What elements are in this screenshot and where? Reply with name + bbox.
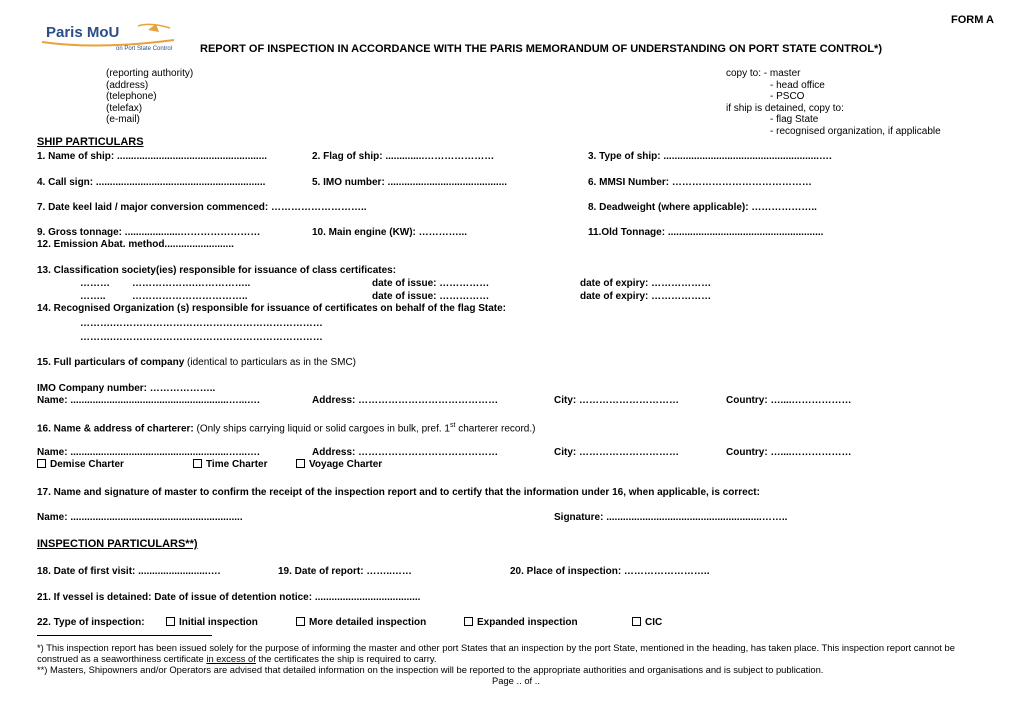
class-date-of-issue[interactable]: date of issue: …………… — [372, 278, 490, 289]
class-society-dots[interactable]: …….. — [80, 291, 106, 302]
field-imo-company-number[interactable]: IMO Company number: ……………….. — [37, 383, 216, 394]
charterer-country-field[interactable]: Country: …....……………… — [726, 447, 852, 458]
footnote-1-part-c: the certificates the ship is required to carry. — [255, 653, 437, 664]
charterer-note-a: (Only ships carrying liquid or solid cargoes in bulk, pref. 1 — [193, 423, 450, 435]
field-mmsi-number[interactable]: 6. MMSI Number: …………………………………… — [588, 177, 812, 188]
field-flag-of-ship[interactable]: 2. Flag of ship: ..............………………… — [312, 151, 495, 162]
field-date-first-visit[interactable]: 18. Date of first visit: .........................…. — [37, 566, 221, 577]
charterer-note-b: charterer record.) — [455, 423, 536, 435]
class-society-name[interactable]: ……………….…………….. — [132, 278, 251, 289]
field-classification-society: 13. Classification society(ies) responsible for issuance of class certificates: — [37, 265, 397, 276]
field-master-confirmation: 17. Name and signature of master to confirm the receipt of the inspection report and to certify that the information under 16, when applicable, is correct: — [37, 487, 760, 498]
field-charterer — [37, 422, 535, 434]
company-label: 15. Full particulars of company — [37, 357, 185, 368]
class-society-dots[interactable]: ……… — [80, 278, 110, 289]
checkbox-icon[interactable] — [37, 459, 46, 468]
charterer-label: 16. Name & address of charterer: — [37, 423, 194, 435]
checkbox-icon[interactable] — [632, 617, 641, 626]
charter-label: Demise Charter — [50, 459, 124, 470]
company-name-field[interactable]: Name: .........................................................…...…. — [37, 395, 260, 406]
charterer-name-field[interactable]: Name: .........................................................…...…. — [37, 447, 260, 458]
charterer-address-field[interactable]: Address: …………………………………… — [312, 447, 499, 458]
class-date-of-expiry[interactable]: date of expiry: ……………… — [580, 291, 712, 302]
copy-to-line: - head office — [770, 79, 825, 91]
charter-time[interactable] — [193, 459, 268, 470]
checkbox-icon[interactable] — [296, 459, 305, 468]
field-old-tonnage[interactable]: 11.Old Tonnage: ........................................................ — [588, 227, 824, 238]
inspection-type-label: More detailed inspection — [309, 617, 427, 628]
checkbox-icon[interactable] — [166, 617, 175, 626]
copy-to-line: - flag State — [770, 114, 819, 125]
authority-line: (e-mail) — [106, 114, 140, 125]
company-country-field[interactable]: Country: …....……………… — [726, 395, 852, 406]
footnote-2: **) Masters, Shipowners and/or Operators are advised that detailed information on the inspection will be reported to the appropriate authorities and organisations and is subject to publication. — [37, 664, 824, 675]
charterer-city-field[interactable]: City: ………………………… — [554, 447, 679, 458]
field-date-keel-laid[interactable]: 7. Date keel laid / major conversion commenced: ……………………….. — [37, 202, 367, 213]
field-company-particulars — [37, 357, 356, 368]
copy-to-line: - PSCO — [770, 91, 805, 102]
field-imo-number[interactable]: 5. IMO number: ........................................... — [312, 177, 508, 188]
checkbox-icon[interactable] — [296, 617, 305, 626]
checkbox-icon[interactable] — [193, 459, 202, 468]
footnote-1-cont — [37, 653, 437, 664]
field-call-sign[interactable]: 4. Call sign: ............................................................. — [37, 177, 266, 188]
charter-label: Time Charter — [206, 459, 268, 470]
copy-to-line: copy to: - master — [726, 68, 801, 79]
company-address-field[interactable]: Address: …………………………………… — [312, 395, 499, 406]
footnote-1-part-a: construed as a seaworthiness certificate — [37, 653, 207, 664]
inspection-type-label: Expanded inspection — [477, 617, 578, 628]
master-name-field[interactable]: Name: .............................................................. — [37, 512, 243, 523]
class-date-of-issue[interactable]: date of issue: …………… — [372, 291, 490, 302]
authority-block — [106, 68, 193, 126]
class-society-name[interactable]: …………………………….. — [132, 291, 248, 302]
inspection-more-detailed[interactable] — [296, 617, 426, 628]
inspection-type-label: CIC — [645, 617, 663, 628]
report-title: REPORT OF INSPECTION IN ACCORDANCE WITH THE PARIS MEMORANDUM OF UNDERSTANDING ON PORT STATE CONTROL*) — [200, 43, 882, 55]
inspection-expanded[interactable] — [464, 617, 578, 628]
field-date-of-report[interactable]: 19. Date of report: ……..…… — [278, 566, 412, 577]
inspection-particulars-heading: INSPECTION PARTICULARS**) — [37, 538, 198, 550]
copy-to-line: if ship is detained, copy to: — [726, 102, 844, 114]
inspection-cic[interactable] — [632, 617, 662, 628]
master-signature-field[interactable]: Signature: ........................................................…….. — [554, 512, 788, 523]
logo-subtitle: on Port State Control — [116, 46, 173, 52]
field-place-of-inspection[interactable]: 20. Place of inspection: …………………….. — [510, 566, 710, 577]
footnote-1-part-b: in excess of — [206, 653, 256, 664]
charterer-note-sup: st — [449, 422, 456, 429]
form-label: FORM A — [951, 14, 994, 26]
inspection-initial[interactable] — [166, 617, 258, 628]
company-note: (identical to particulars as in the SMC) — [184, 357, 356, 368]
page-number: Page .. of .. — [492, 675, 540, 686]
paris-mou-logo — [38, 20, 178, 56]
authority-line: (reporting authority) — [106, 68, 194, 79]
company-city-field[interactable]: City: ………………………… — [554, 395, 679, 406]
field-detention-notice[interactable]: 21. If vessel is detained: Date of issue of detention notice: ...................................... — [37, 592, 421, 603]
field-name-of-ship[interactable]: 1. Name of ship: ...................................................... — [37, 151, 268, 162]
footnote-1: *) This inspection report has been issued solely for the purpose of informing the master and other port States that an inspection by the port State, mentioned in the heading, has taken place. This inspection report cannot be — [37, 642, 955, 653]
field-emission-abat[interactable]: 12. Emission Abat. method......................... — [37, 239, 234, 250]
authority-line: (telefax) — [106, 102, 143, 114]
copy-to-block — [726, 68, 941, 137]
copy-to-line: - recognised organization, if applicable — [770, 125, 941, 137]
charter-voyage[interactable] — [296, 459, 382, 470]
field-recognised-organization: 14. Recognised Organization (s) responsible for issuance of certificates on behalf of the flag State: — [37, 303, 506, 314]
field-gross-tonnage[interactable]: 9. Gross tonnage: ....................…………………… — [37, 227, 261, 238]
logo-name: Paris MoU — [46, 24, 120, 41]
ro-line[interactable]: ……….……………………………………………………… — [80, 318, 323, 329]
field-type-of-ship[interactable]: 3. Type of ship: ........................................................…. — [588, 151, 832, 162]
footnote-divider — [37, 635, 212, 636]
field-type-of-inspection: 22. Type of inspection: — [37, 617, 145, 628]
authority-line: (telephone) — [106, 91, 157, 102]
inspection-type-label: Initial inspection — [179, 617, 258, 628]
field-deadweight[interactable]: 8. Deadweight (where applicable): ……………….. — [588, 202, 817, 213]
class-date-of-expiry[interactable]: date of expiry: ……………… — [580, 278, 712, 289]
checkbox-icon[interactable] — [464, 617, 473, 626]
charter-demise[interactable] — [37, 459, 124, 470]
charter-label: Voyage Charter — [309, 459, 383, 470]
ro-line[interactable]: ……….……………………………………………………… — [80, 332, 323, 343]
field-main-engine[interactable]: 10. Main engine (KW): …………... — [312, 227, 468, 238]
ship-particulars-heading: SHIP PARTICULARS — [37, 136, 144, 148]
authority-line: (address) — [106, 79, 149, 91]
